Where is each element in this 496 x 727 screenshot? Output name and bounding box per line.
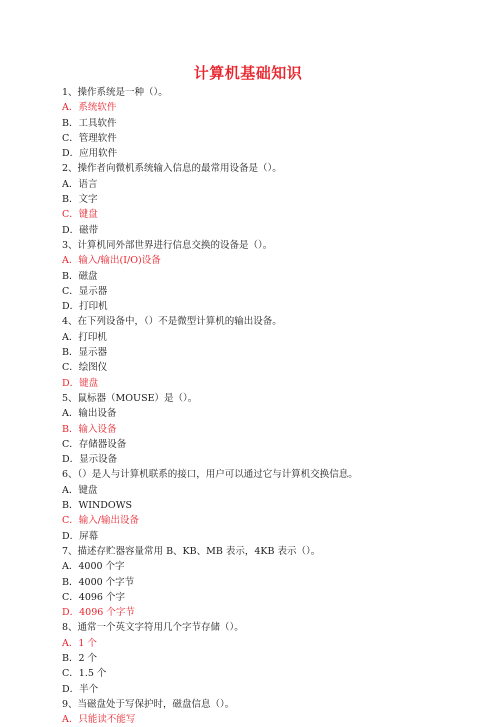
answer-option: D．键盘 <box>62 377 99 389</box>
option-text: B．4000 个字节 <box>62 576 135 588</box>
option-text: B．WINDOWS <box>62 500 132 512</box>
option-text: A．语言 <box>62 178 98 190</box>
answer-option: A．系统软件 <box>62 102 117 114</box>
answer-option: B．输入设备 <box>62 423 117 435</box>
option-text: D．应用软件 <box>62 148 118 160</box>
answer-option: D．4096 个字节 <box>62 607 135 619</box>
option-text: C．存储器设备 <box>62 438 127 450</box>
question-text: 6、（）是人与计算机联系的接口，用户可以通过它与计算机交换信息。 <box>62 469 358 481</box>
option-text: D．显示设备 <box>62 454 118 466</box>
option-text: D．打印机 <box>62 301 108 313</box>
answer-option: A．只能读不能写 <box>62 714 136 726</box>
option-text: B．工具软件 <box>62 117 117 129</box>
option-text: A．打印机 <box>62 331 107 343</box>
answer-option: A．输入/输出(I/O)设备 <box>62 255 161 267</box>
question-text: 5、鼠标器（MOUSE）是（）。 <box>62 392 198 404</box>
option-text: B．磁盘 <box>62 270 98 282</box>
question-text: 3、计算机同外部世界进行信息交换的设备是（）。 <box>62 239 273 251</box>
option-text: B．2 个 <box>62 652 98 664</box>
question-text: 9、当磁盘处于写保护时，磁盘信息（）。 <box>62 698 235 710</box>
option-text: B．显示器 <box>62 347 107 359</box>
option-text: C．管理软件 <box>62 132 117 144</box>
answer-option: A．1 个 <box>62 637 97 649</box>
page-title: 计算机基础知识 <box>193 64 303 82</box>
option-text: A．输出设备 <box>62 408 117 420</box>
option-text: B．文字 <box>62 194 98 206</box>
option-text: C．显示器 <box>62 285 108 297</box>
question-text: 2、操作者向微机系统输入信息的最常用设备是（）。 <box>62 163 282 175</box>
answer-option: C．输入/输出设备 <box>62 515 139 527</box>
option-text: C．4096 个字 <box>62 591 125 603</box>
option-text: D．半个 <box>62 683 99 695</box>
question-text: 4、在下列设备中，（）不是微型计算机的输出设备。 <box>62 316 282 328</box>
option-text: C．1.5 个 <box>62 668 107 680</box>
question-text: 1、操作系统是一种（）。 <box>62 87 168 98</box>
option-text: D．屏幕 <box>62 530 99 542</box>
question-text: 8、通常一个英文字符用几个字节存储（）。 <box>62 622 244 634</box>
question-text: 7、描述存贮器容量常用 B、KB、MB 表示，4KB 表示（）。 <box>62 545 321 557</box>
option-text: A．4000 个字 <box>62 561 125 573</box>
option-text: C．绘图仪 <box>62 362 108 374</box>
option-text: A．键盘 <box>62 484 98 496</box>
question-list <box>62 85 482 727</box>
option-text: D．磁带 <box>62 224 99 236</box>
answer-option: C．键盘 <box>62 209 98 221</box>
